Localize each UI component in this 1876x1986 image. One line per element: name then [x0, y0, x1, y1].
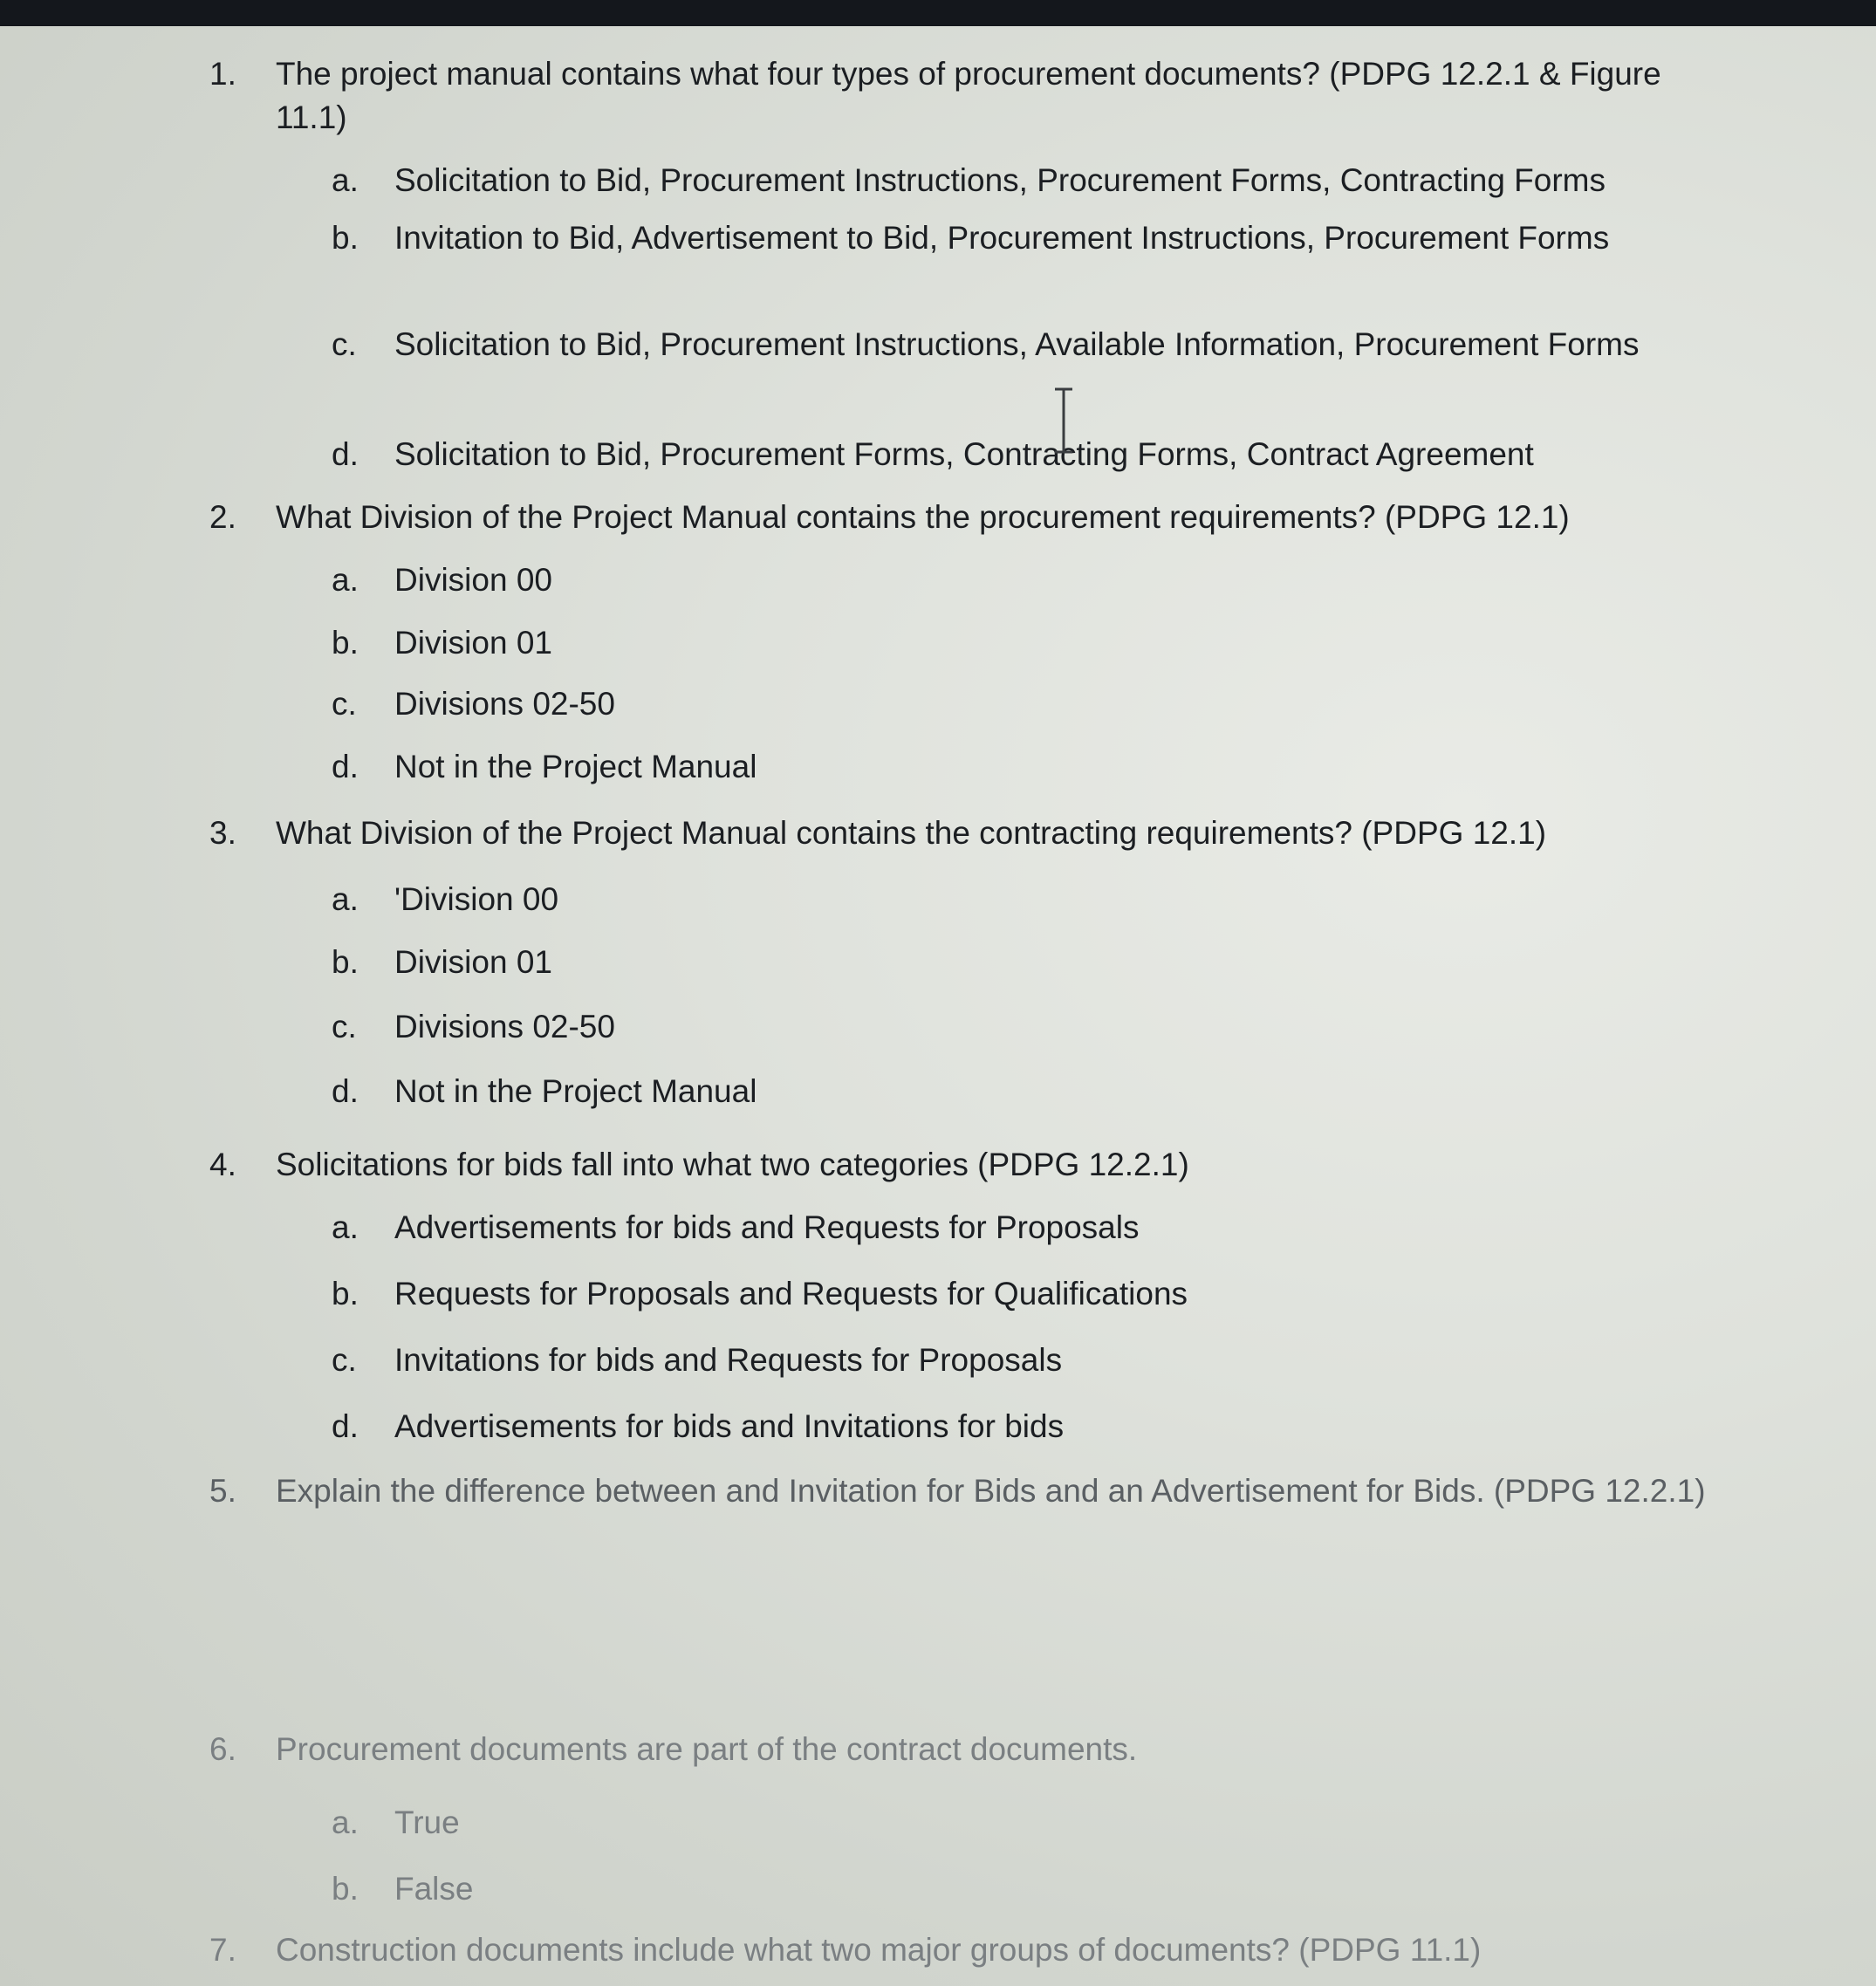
option-text: Requests for Proposals and Requests for Qualifications [394, 1276, 1188, 1311]
question-text: Procurement documents are part of the contract documents. [276, 1731, 1138, 1767]
question-text: What Division of the Project Manual contains the procurement requirements? (PDPG 12.1) [276, 499, 1570, 535]
option-letter: d. [332, 1408, 359, 1444]
question-4-option-d[interactable] [332, 1405, 1728, 1448]
question-text: What Division of the Project Manual contains the contracting requirements? (PDPG 12.1) [276, 815, 1547, 851]
question-3-option-c[interactable] [332, 1005, 1728, 1049]
question-3-option-b[interactable] [332, 941, 1728, 984]
question-number: 3. [209, 815, 236, 851]
option-letter: b. [332, 1871, 359, 1907]
option-text: Division 01 [394, 944, 552, 980]
document-page [0, 26, 1876, 1986]
option-text: False [394, 1871, 474, 1907]
option-letter: c. [332, 1009, 357, 1044]
option-text: Division 01 [394, 625, 552, 661]
question-number: 6. [209, 1731, 236, 1767]
option-letter: b. [332, 944, 359, 980]
option-text: Solicitation to Bid, Procurement Instructions, Available Information, Procurement Forms [394, 326, 1640, 362]
question-6-option-b[interactable] [332, 1867, 1728, 1911]
question-4 [209, 1143, 1728, 1187]
question-number: 4. [209, 1147, 236, 1182]
question-4-option-b[interactable] [332, 1272, 1728, 1316]
question-2 [209, 496, 1728, 539]
question-text: Construction documents include what two major groups of documents? (PDPG 11.1) [276, 1932, 1482, 1968]
question-1-option-a[interactable] [332, 159, 1728, 202]
option-text: Not in the Project Manual [394, 749, 757, 784]
question-2-option-d[interactable] [332, 745, 1728, 789]
option-letter: a. [332, 162, 359, 198]
question-4-option-a[interactable] [332, 1206, 1728, 1250]
question-number: 7. [209, 1932, 236, 1968]
question-number: 5. [209, 1473, 236, 1509]
question-5 [209, 1469, 1728, 1513]
option-letter: b. [332, 220, 359, 256]
quiz-content [0, 26, 1876, 1986]
option-text: 'Division 00 [394, 881, 559, 917]
question-text: Explain the difference between and Invitation for Bids and an Advertisement for Bids. (PDPG 12.2.1) [276, 1473, 1706, 1509]
question-text: Solicitations for bids fall into what two categories (PDPG 12.2.1) [276, 1147, 1189, 1182]
option-letter: a. [332, 562, 359, 598]
option-letter: d. [332, 1073, 359, 1109]
option-letter: b. [332, 625, 359, 661]
question-1-option-d[interactable] [332, 433, 1728, 476]
option-text: True [394, 1805, 460, 1840]
screen-bezel [0, 0, 1876, 26]
option-text: Division 00 [394, 562, 552, 598]
option-text: Divisions 02-50 [394, 686, 615, 722]
option-letter: c. [332, 326, 357, 362]
question-6 [209, 1728, 1728, 1771]
question-6-option-a[interactable] [332, 1801, 1728, 1845]
option-letter: a. [332, 1805, 359, 1840]
option-text: Invitation to Bid, Advertisement to Bid, Procurement Instructions, Procurement Forms [394, 220, 1610, 256]
option-text: Solicitation to Bid, Procurement Forms, Contracting Forms, Contract Agreement [394, 436, 1534, 472]
option-text: Solicitation to Bid, Procurement Instructions, Procurement Forms, Contracting Forms [394, 162, 1606, 198]
option-letter: b. [332, 1276, 359, 1311]
question-1 [209, 52, 1728, 140]
text-cursor-icon [1051, 386, 1076, 455]
question-3-option-a[interactable] [332, 878, 1728, 921]
option-text: Advertisements for bids and Invitations for bids [394, 1408, 1065, 1444]
question-number: 2. [209, 499, 236, 535]
question-1-option-c[interactable] [332, 323, 1728, 366]
question-4-option-c[interactable] [332, 1339, 1728, 1382]
question-7 [209, 1928, 1728, 1972]
question-text: The project manual contains what four types of procurement documents? (PDPG 12.2.1 & Figure 11.1) [276, 56, 1661, 135]
option-text: Not in the Project Manual [394, 1073, 757, 1109]
question-number: 1. [209, 56, 236, 92]
option-letter: d. [332, 436, 359, 472]
option-text: Invitations for bids and Requests for Proposals [394, 1342, 1063, 1378]
question-1-option-b[interactable] [332, 216, 1728, 260]
option-letter: a. [332, 881, 359, 917]
option-text: Advertisements for bids and Requests for Proposals [394, 1209, 1140, 1245]
question-2-option-c[interactable] [332, 682, 1728, 726]
option-text: Divisions 02-50 [394, 1009, 615, 1044]
option-letter: c. [332, 1342, 357, 1378]
question-2-option-b[interactable] [332, 621, 1728, 665]
question-3 [209, 812, 1728, 855]
option-letter: a. [332, 1209, 359, 1245]
question-2-option-a[interactable] [332, 558, 1728, 602]
option-letter: c. [332, 686, 357, 722]
option-letter: d. [332, 749, 359, 784]
question-3-option-d[interactable] [332, 1070, 1728, 1113]
